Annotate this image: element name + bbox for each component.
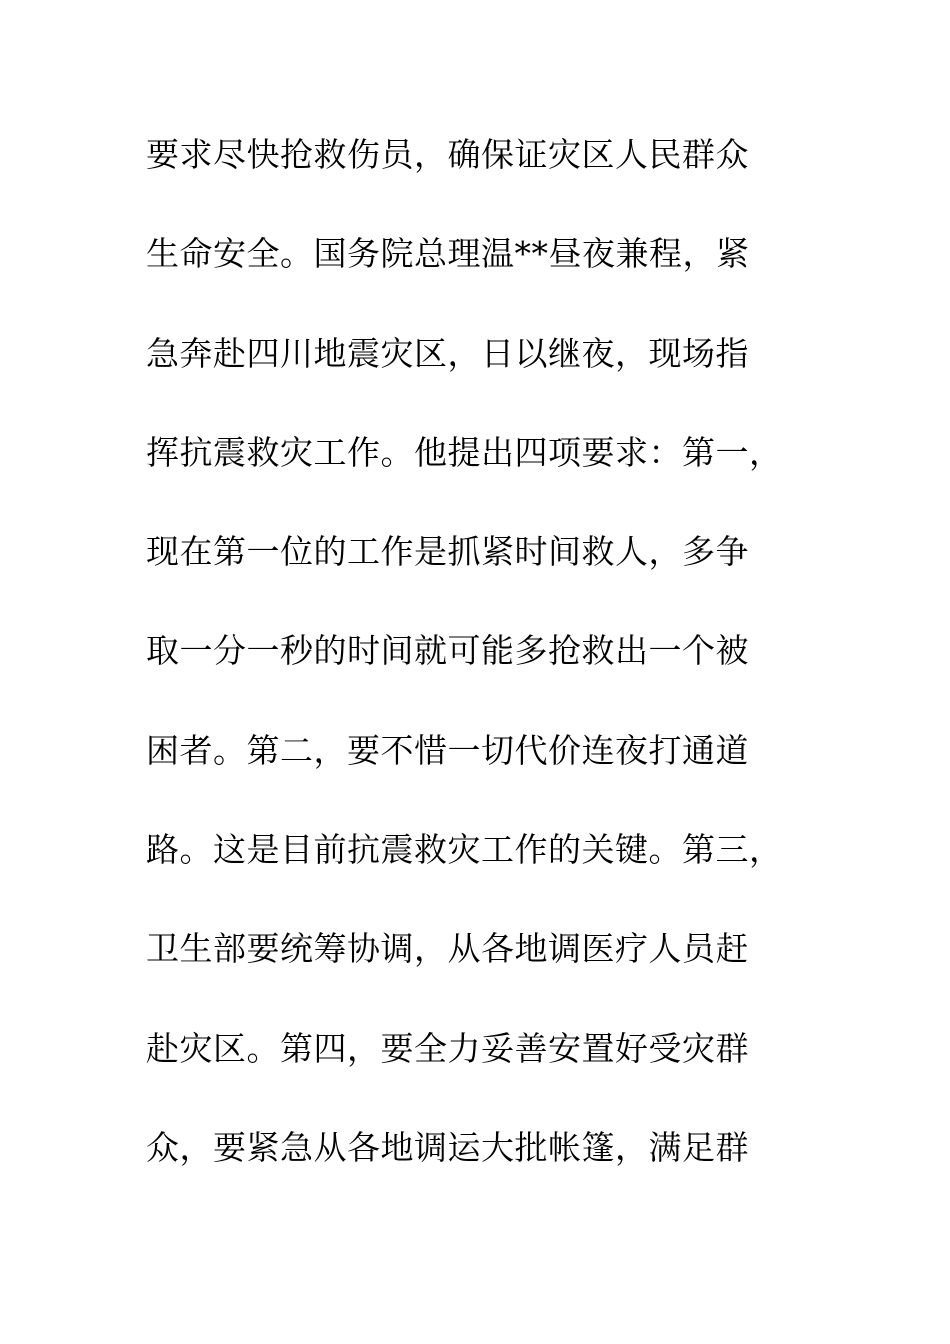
body-text <box>146 124 826 1216</box>
text-line: 急奔赴四川地震灾区，日以继夜，现场指 <box>146 333 749 373</box>
text-line: 困者。第二，要不惜一切代价连夜打通道 <box>146 730 749 770</box>
text-line: 挥抗震救灾工作。他提出四项要求：第一， <box>146 432 783 472</box>
text-line: 路。这是目前抗震救灾工作的关键。第三， <box>146 830 783 870</box>
text-line: 现在第一位的工作是抓紧时间救人，多争 <box>146 532 749 572</box>
text-line: 卫生部要统筹协调，从各地调医疗人员赶 <box>146 929 749 969</box>
text-line: 取一分一秒的时间就可能多抢救出一个被 <box>146 631 749 671</box>
text-line: 生命安全。国务院总理温**昼夜兼程，紧 <box>146 234 750 274</box>
text-line: 要求尽快抢救伤员，确保证灾区人民群众 <box>146 135 749 174</box>
text-line: 众，要紧急从各地调运大批帐篷，满足群 <box>146 1127 749 1167</box>
text-line: 赴灾区。第四，要全力妥善安置好受灾群 <box>146 1028 749 1068</box>
